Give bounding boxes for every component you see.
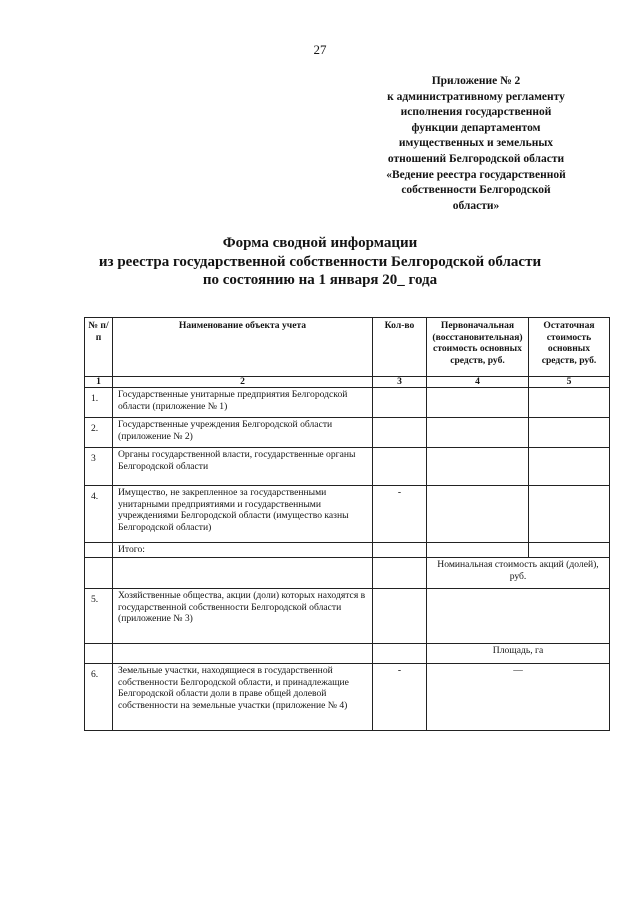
row-name: Хозяйственные общества, акции (доли) которых находятся в государственной собственности Белгородской области (приложение № 3) <box>113 589 373 644</box>
appendix-line: «Ведение реестра государственной <box>386 168 566 181</box>
initial-cost-cell <box>427 543 529 558</box>
nominal-value-header-row <box>85 558 610 589</box>
table-header-row <box>85 318 610 377</box>
empty-cell <box>373 644 427 664</box>
quantity-cell <box>373 448 427 486</box>
quantity-cell <box>373 388 427 418</box>
residual-cost-cell <box>529 388 610 418</box>
column-number: 2 <box>113 377 373 388</box>
row-name: Государственные унитарные предприятия Белгородской области (приложение № 1) <box>113 388 373 418</box>
residual-cost-cell <box>529 448 610 486</box>
row-number: 4. <box>85 486 113 543</box>
table-row <box>85 418 610 448</box>
row-number: 3 <box>85 448 113 486</box>
page-number: 27 <box>313 42 327 57</box>
appendix-line: отношений Белгородской области <box>387 152 565 165</box>
total-row <box>85 543 610 558</box>
row-number: 2. <box>85 418 113 448</box>
header-cell-residual-cost: Остаточная стоимость основных средств, руб. <box>529 318 610 377</box>
header-cell-name: Наименование объекта учета <box>113 318 373 377</box>
form-title <box>70 234 570 290</box>
summary-table <box>84 317 610 731</box>
appendix-heading <box>360 74 592 214</box>
quantity-cell <box>373 486 427 543</box>
column-number: 5 <box>529 377 610 388</box>
initial-cost-cell <box>427 448 529 486</box>
appendix-line: собственности Белгородской <box>401 184 551 197</box>
header-cell-quantity: Кол-во <box>373 318 427 377</box>
residual-cost-cell <box>529 486 610 543</box>
form-title-line: по состоянию на 1 января 20_ года <box>202 272 438 288</box>
form-title-line: Форма сводной информации <box>222 235 418 251</box>
total-number-cell <box>85 543 113 558</box>
initial-cost-cell <box>427 486 529 543</box>
column-number-row <box>85 377 610 388</box>
empty-cell <box>113 644 373 664</box>
column-number: 4 <box>427 377 529 388</box>
table-row <box>85 448 610 486</box>
empty-cell <box>373 558 427 589</box>
table-row <box>85 388 610 418</box>
nominal-value-label: Номинальная стоимость акций (долей), руб. <box>427 558 610 589</box>
table-row <box>85 486 610 543</box>
appendix-line: области» <box>452 199 500 212</box>
header-cell-number: № п/п <box>85 318 113 377</box>
nominal-value-cell <box>427 589 610 644</box>
column-number: 3 <box>373 377 427 388</box>
row-name: Органы государственной власти, государственные органы Белгородской области <box>113 448 373 486</box>
appendix-line: Приложение № 2 <box>431 75 521 87</box>
appendix-line: исполнения государственной <box>400 106 552 119</box>
residual-cost-cell <box>529 543 610 558</box>
row-name: Государственные учреждения Белгородской области (приложение № 2) <box>113 418 373 448</box>
area-value-cell <box>427 664 610 731</box>
empty-cell <box>85 558 113 589</box>
total-label: Итого: <box>113 543 373 558</box>
row-number: 1. <box>85 388 113 418</box>
empty-cell <box>113 558 373 589</box>
quantity-cell <box>373 543 427 558</box>
area-header-row <box>85 644 610 664</box>
table-row <box>85 664 610 731</box>
row-number: 6. <box>85 664 113 731</box>
residual-cost-cell <box>529 418 610 448</box>
initial-cost-cell <box>427 418 529 448</box>
column-number: 1 <box>85 377 113 388</box>
form-title-line: из реестра государственной собственности Белгородской области <box>98 253 542 270</box>
dash-mark: - <box>397 487 402 498</box>
table-row <box>85 589 610 644</box>
row-name: Земельные участки, находящиеся в государственной собственности Белгородской области, и принадлежащие Белгородской области доли в праве общей долевой собственности на земельные участки (приложение № 4) <box>113 664 373 731</box>
area-label: Площадь, га <box>427 644 610 664</box>
row-name: Имущество, не закрепленное за государственными унитарными предприятиями и государственными учреждениями Белгородской области (имущество казны Белгородской области) <box>113 486 373 543</box>
header-cell-initial-cost: Первоначальная (восстановительная) стоимость основных средств, руб. <box>427 318 529 377</box>
dash-mark: — <box>513 665 523 676</box>
empty-cell <box>85 644 113 664</box>
appendix-line: функции департаментом <box>411 121 541 134</box>
quantity-cell <box>373 589 427 644</box>
dash-mark: - <box>397 665 402 676</box>
row-number: 5. <box>85 589 113 644</box>
appendix-line: к административному регламенту <box>387 90 565 103</box>
quantity-cell <box>373 418 427 448</box>
quantity-cell <box>373 664 427 731</box>
appendix-line: имущественных и земельных <box>398 137 554 150</box>
initial-cost-cell <box>427 388 529 418</box>
